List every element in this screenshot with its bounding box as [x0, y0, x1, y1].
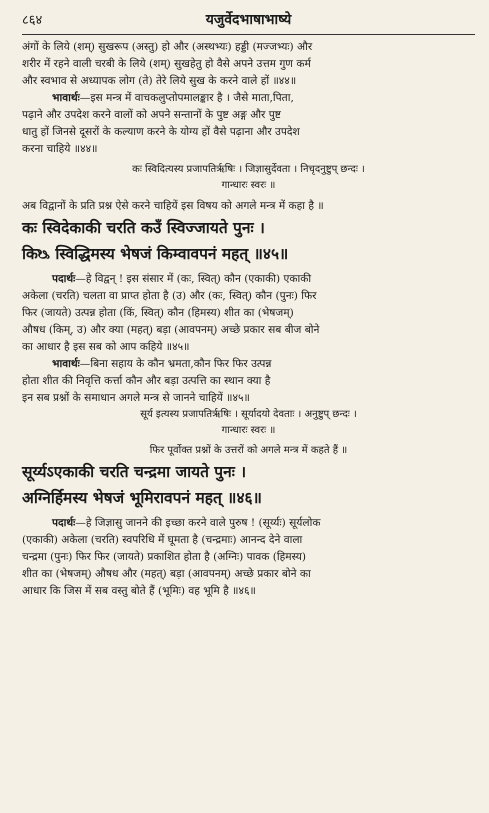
text-line: पढ़ाने और उपदेश करने वालों को अपने सन्तानों के पुष्ट अङ्ग और पुष्ट — [22, 109, 281, 121]
text-line: करना चाहिये ॥४४॥ — [22, 143, 98, 155]
mantra-line: सूर्य्यऽएकाकी चरति चन्द्रमा जायते पुनः । — [22, 462, 247, 481]
text-line: अकेला (चरति) चलता वा प्राप्त होता है (उ) और (कः, स्वित्) कौन (पुनः) फिर — [22, 290, 317, 302]
padarth-45 — [22, 271, 475, 356]
padarth-label: पदार्थः — [52, 517, 76, 529]
bhavarth-44 — [22, 90, 475, 158]
intro-line: अब विद्वानों के प्रति प्रश्न ऐसे करने चाहियें इस विषय को अगले मन्त्र में कहा है ॥ — [22, 200, 324, 212]
mantra-line: अग्निर्हिमस्य भेषजं भूमिरावपनं महत् ॥४६॥ — [22, 488, 262, 507]
text-line: (एकाकी) अकेला (चरति) स्वपरिधि में घूमता है (चन्द्रमाः) आनन्द देने वाला — [22, 534, 303, 546]
text-line: शीत का (भेषजम्) औषध और (महत्) बड़ा (आवपनम्) अच्छे प्रकार बोने का — [22, 568, 311, 580]
bhavarth-label: भावार्थः — [52, 92, 80, 104]
text-line: आधार कि जिस में सब वस्तु बोते हैं (भूमिः) वह भूमि है ॥४६॥ — [22, 585, 256, 597]
padarth-label: पदार्थः — [52, 273, 76, 285]
text-line: चन्द्रमा (पुनः) फिर फिर (जायते) प्रकाशित होता है (अग्निः) पावक (हिमस्य) — [22, 551, 307, 563]
mantra-46 — [22, 459, 475, 511]
svara-line: गान्धारः स्वरः ॥ — [221, 180, 276, 191]
page-number: ८६४ — [22, 13, 43, 28]
text-line: और स्वभाव से अध्यापक लोग (ते) तेरे लिये सुख के करने वाले हों ॥४४॥ — [22, 75, 297, 87]
text-line: शरीर में रहने वाली चरबी के लिये (शम्) सुखहेतु हो वैसे अपने उत्तम गुण कर्म — [22, 58, 311, 70]
text-line: अंगों के लिये (शम्) सुखरूप (अस्तु) हो और (अस्थभ्यः) हड्डी (मज्जभ्यः) और — [22, 41, 313, 53]
continuation-paragraph — [22, 39, 475, 90]
text-line: भावार्थः—बिना सहाय के कौन भ्रमता,कौन फिर फिर उत्पन्न — [52, 358, 272, 370]
rishi-line: कः स्विदित्यस्य प्रजापतिर्ऋषिः । जिज्ञासुर्देवता । निचृदनुष्टुप् छन्दः । — [132, 164, 365, 175]
text-line: फिर (जायते) उत्पन्न होता (किं, स्वित्) कौन (हिमस्य) शीत का (भेषजम्) — [22, 307, 294, 319]
bhavarth-label: भावार्थः — [52, 358, 80, 370]
page-header — [22, 10, 475, 35]
text-line: धातु हों जिनसे दूसरों के कल्याण करने के योग्य हों वैसे पढ़ाना और उपदेश — [22, 126, 300, 138]
rishi-line: सूर्य इत्यस्य प्रजापतिर्ऋषिः । सूर्यादयो देवताः । अनुष्टुप् छन्दः । — [140, 409, 357, 420]
mantra-45 — [22, 215, 475, 267]
text-line: पदार्थः—हे विद्वन् ! इस संसार में (कः, स्वित्) कौन (एकाकी) एकाकी — [52, 273, 312, 285]
mantra-line: कः स्विदेकाकी चरति कउँ स्विज्जायते पुनः । — [22, 218, 265, 237]
bhavarth-45 — [22, 356, 475, 407]
text-line: इन सब प्रश्नों के समाधान अगले मन्त्र से जानने चाहियें ॥४५॥ — [22, 392, 250, 404]
mantra-line: किᳬ स्विद्धिमस्य भेषजं किम्वावपनं महत् ॥४५॥ — [22, 244, 289, 263]
text-line: का आधार है इस सब को आप कहिये ॥४५॥ — [22, 341, 190, 353]
text-line: औषध (किम्, उ) और क्या (महत्) बड़ा (आवपनम्) अच्छे प्रकार सब बीज बोने — [22, 324, 320, 336]
running-title: यजुर्वेदभाषाभाष्ये — [205, 12, 292, 28]
text-line: पदार्थः—हे जिज्ञासु जानने की इच्छा करने वाले पुरुष ! (सूर्य्यः) सूर्यलोक — [52, 517, 321, 529]
svara-line: गान्धारः स्वरः ॥ — [221, 425, 276, 436]
intro-line: फिर पूर्वोक्त प्रश्नों के उत्तरों को अगले मन्त्र में कहते हैं ॥ — [149, 445, 348, 456]
text-line: भावार्थः—इस मन्त्र में वाचकलुप्तोपमालङ्कार है । जैसे माता,पिता, — [52, 92, 294, 104]
padarth-46 — [22, 515, 475, 600]
text-line: होता शीत की निवृत्ति कर्त्ता कौन और बड़ा उत्पत्ति का स्थान क्या है — [22, 375, 271, 387]
